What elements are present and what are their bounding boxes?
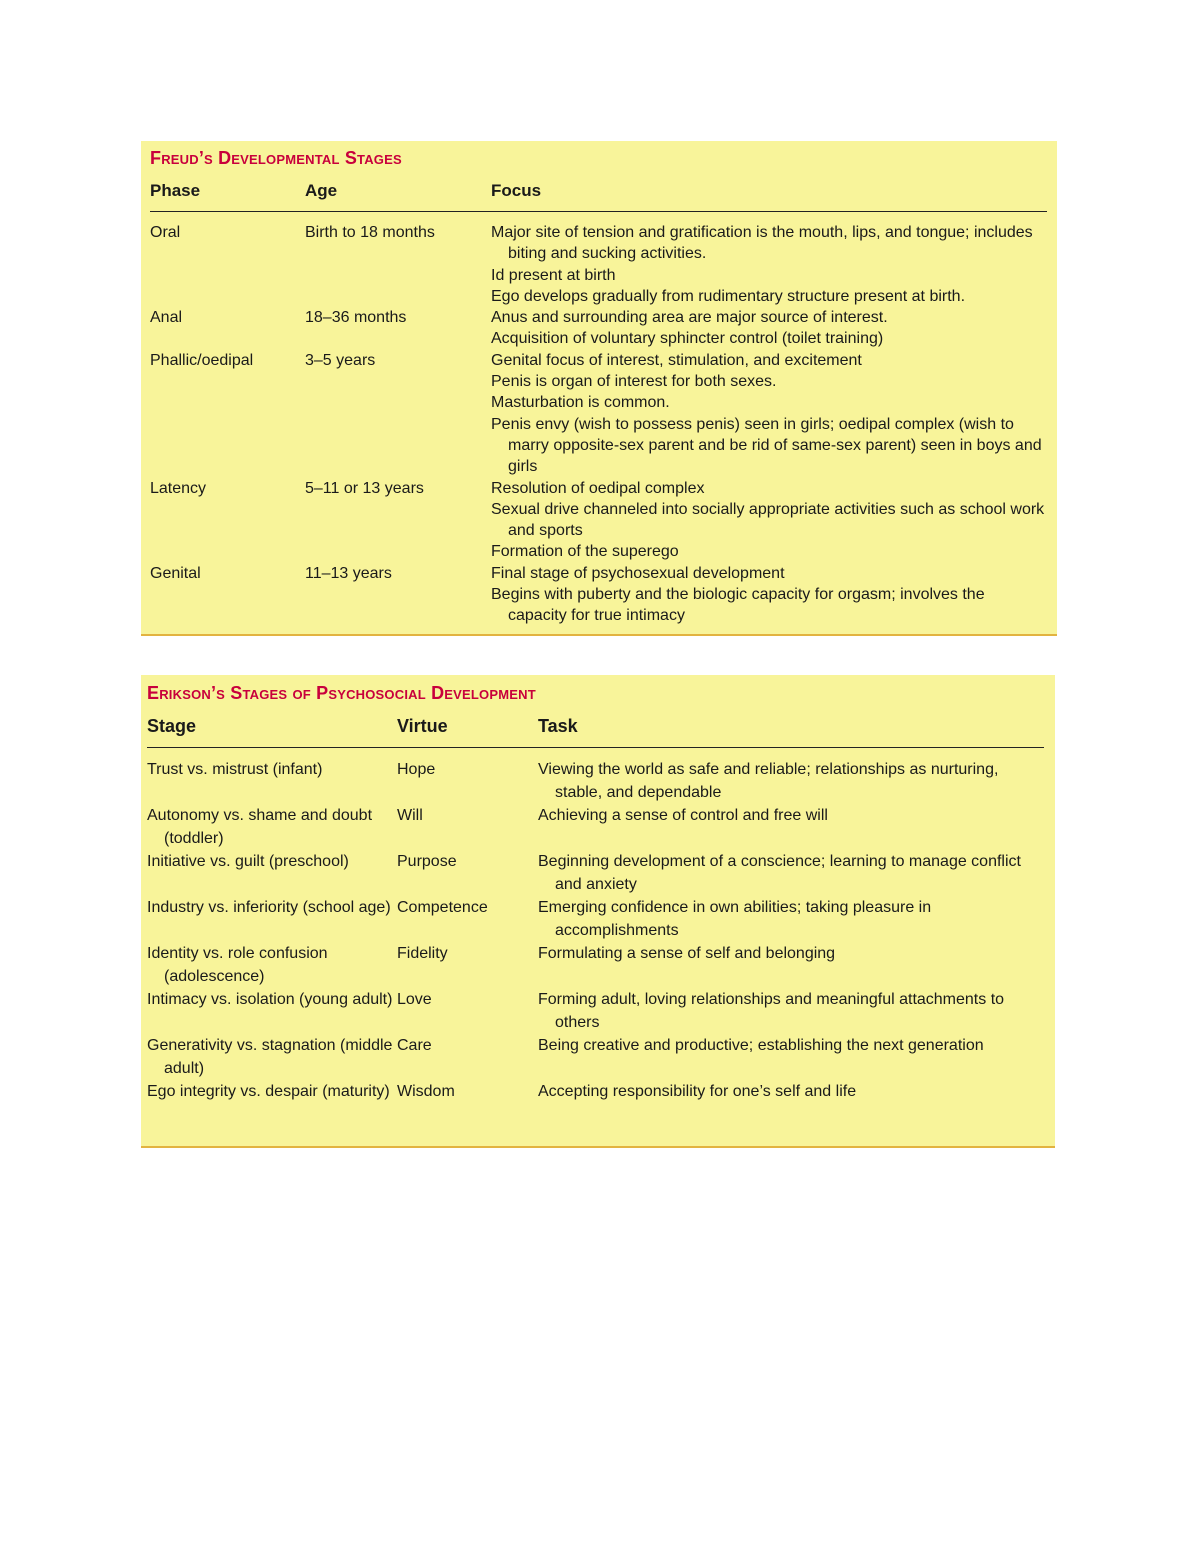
erikson-header-row bbox=[147, 714, 1044, 748]
stage-cell: Autonomy vs. shame and doubt (toddler) bbox=[147, 807, 373, 847]
table-row bbox=[147, 1080, 1044, 1103]
age-cell: 18–36 months bbox=[305, 309, 407, 327]
stage-cell: Intimacy vs. isolation (young adult) bbox=[147, 991, 393, 1008]
table-row bbox=[150, 307, 1047, 350]
table-row bbox=[150, 478, 1047, 563]
focus-line: Resolution of oedipal complex bbox=[491, 479, 705, 497]
virtue-cell: Purpose bbox=[397, 853, 457, 870]
focus-line: Begins with puberty and the biologic capacity for orgasm; involves the capacity for true intimacy bbox=[491, 586, 985, 625]
freud-table-title: Freud’s Developmental Stages bbox=[150, 148, 402, 168]
focus-line: Ego develops gradually from rudimentary structure present at birth. bbox=[491, 287, 966, 305]
table-row bbox=[150, 350, 1047, 478]
virtue-cell: Will bbox=[397, 807, 423, 824]
task-cell: Accepting responsibility for one’s self and life bbox=[538, 1083, 857, 1100]
task-cell: Forming adult, loving relationships and meaningful attachments to others bbox=[538, 991, 1005, 1031]
virtue-cell: Fidelity bbox=[397, 945, 448, 962]
virtue-cell: Care bbox=[397, 1037, 432, 1054]
phase-cell: Oral bbox=[150, 224, 181, 241]
task-cell: Beginning development of a conscience; learning to manage conflict and anxiety bbox=[538, 853, 1021, 893]
task-cell: Achieving a sense of control and free will bbox=[538, 807, 828, 824]
task-cell: Viewing the world as safe and reliable; relationships as nurturing, stable, and dependable bbox=[538, 761, 999, 801]
focus-line: Final stage of psychosexual development bbox=[491, 564, 785, 582]
table-row bbox=[147, 804, 1044, 850]
header-age: Age bbox=[305, 177, 491, 212]
table-row bbox=[147, 1034, 1044, 1080]
focus-line: Id present at birth bbox=[491, 266, 616, 284]
task-cell: Emerging confidence in own abilities; taking pleasure in accomplishments bbox=[538, 899, 932, 939]
task-cell: Being creative and productive; establishing the next generation bbox=[538, 1037, 984, 1054]
focus-line: Masturbation is common. bbox=[491, 394, 670, 412]
stage-cell: Ego integrity vs. despair (maturity) bbox=[147, 1083, 390, 1100]
header-task: Task bbox=[538, 714, 1044, 748]
focus-line: Penis is organ of interest for both sexes. bbox=[491, 373, 777, 391]
virtue-cell: Hope bbox=[397, 761, 436, 778]
focus-line: Acquisition of voluntary sphincter control (toilet training) bbox=[491, 330, 884, 348]
freud-stages-table-panel bbox=[141, 141, 1057, 636]
focus-line: Sexual drive channeled into socially appropriate activities such as school work and sports bbox=[491, 500, 1045, 540]
focus-cell bbox=[491, 350, 1047, 478]
focus-cell bbox=[491, 563, 1047, 627]
virtue-cell: Love bbox=[397, 991, 432, 1008]
focus-line: Penis envy (wish to possess penis) seen in girls; oedipal complex (wish to marry opposite-sex parent and be rid of same-sex parent) seen in boys and girls bbox=[491, 415, 1042, 476]
table-row bbox=[147, 942, 1044, 988]
phase-cell: Phallic/oedipal bbox=[150, 351, 254, 369]
stage-cell: Trust vs. mistrust (infant) bbox=[147, 761, 323, 778]
header-stage: Stage bbox=[147, 714, 397, 748]
erikson-table-title: Erikson’s Stages of Psychosocial Development bbox=[147, 683, 536, 703]
table-row bbox=[147, 988, 1044, 1034]
focus-line: Anus and surrounding area are major source of interest. bbox=[491, 309, 888, 327]
erikson-stages-table bbox=[147, 714, 1044, 1103]
age-cell: Birth to 18 months bbox=[305, 224, 435, 241]
stage-cell: Initiative vs. guilt (preschool) bbox=[147, 853, 349, 870]
virtue-cell: Wisdom bbox=[397, 1083, 455, 1100]
age-cell: 3–5 years bbox=[305, 351, 376, 369]
table-row bbox=[150, 563, 1047, 627]
phase-cell: Latency bbox=[150, 479, 207, 497]
phase-cell: Genital bbox=[150, 564, 201, 582]
phase-cell: Anal bbox=[150, 309, 183, 327]
age-cell: 11–13 years bbox=[305, 564, 392, 582]
stage-cell: Generativity vs. stagnation (middle adult) bbox=[147, 1037, 393, 1077]
focus-line: Major site of tension and gratification is the mouth, lips, and tongue; includes biting and sucking activities. bbox=[491, 224, 1033, 263]
table-row bbox=[150, 222, 1047, 307]
focus-cell bbox=[491, 222, 1047, 307]
age-cell: 5–11 or 13 years bbox=[305, 479, 424, 497]
table-row bbox=[147, 758, 1044, 804]
virtue-cell: Competence bbox=[397, 899, 488, 916]
focus-line: Genital focus of interest, stimulation, and excitement bbox=[491, 351, 862, 369]
focus-line: Formation of the superego bbox=[491, 543, 679, 561]
freud-header-row bbox=[150, 177, 1047, 212]
table-row bbox=[147, 850, 1044, 896]
stage-cell: Identity vs. role confusion (adolescence) bbox=[147, 945, 328, 985]
erikson-stages-table-panel bbox=[141, 675, 1055, 1148]
header-focus: Focus bbox=[491, 177, 1047, 212]
freud-stages-table bbox=[150, 177, 1047, 627]
focus-cell bbox=[491, 478, 1047, 563]
header-virtue: Virtue bbox=[397, 714, 538, 748]
task-cell: Formulating a sense of self and belonging bbox=[538, 945, 836, 962]
header-phase: Phase bbox=[150, 177, 305, 212]
stage-cell: Industry vs. inferiority (school age) bbox=[147, 899, 391, 916]
focus-cell bbox=[491, 307, 1047, 350]
table-row bbox=[147, 896, 1044, 942]
